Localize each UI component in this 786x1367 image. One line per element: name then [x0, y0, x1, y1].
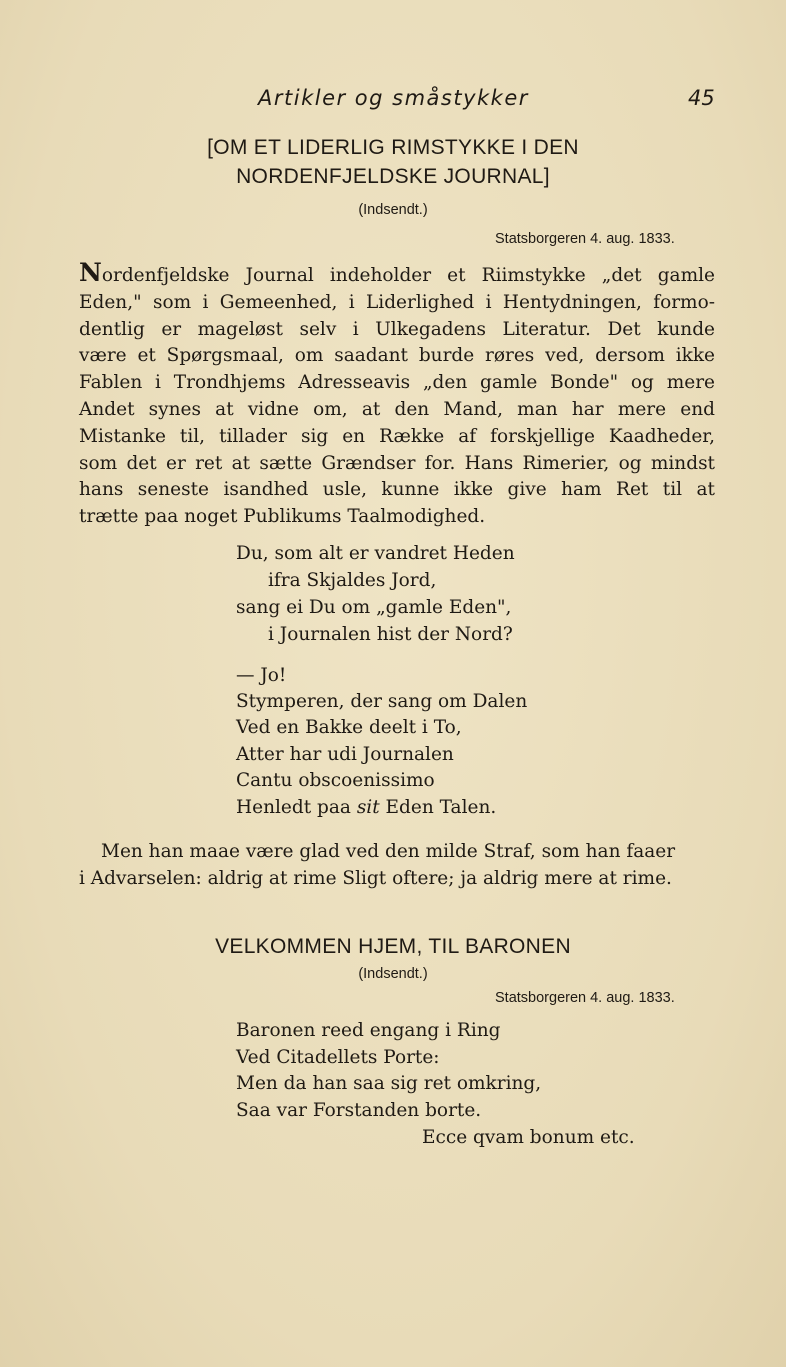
verse2-line: Cantu obscoenissimo [236, 770, 435, 791]
verse2-line: Stymperen, der sang om Dalen [236, 691, 528, 712]
italic-word: sit [356, 797, 380, 818]
verse1-line: i Journalen hist der Nord? [268, 624, 513, 645]
verse1-line: Du, som alt er vandret Heden [236, 543, 515, 564]
article1-closing [79, 865, 715, 892]
body-line: dentlig er mageløst selv i Ulkegadens Literatur. Det kunde [79, 318, 715, 340]
body-line: trætte paa noget Publikums Taalmodighed. [79, 506, 486, 528]
body-line: være et Spørgsmaal, om saadant burde røres ved, dersom ikke [79, 345, 715, 367]
verse2-line: Ved en Bakke deelt i To, [236, 717, 462, 738]
body-line: Nordenfjeldske Journal indeholder et Riimstykke „det gamle [79, 258, 715, 287]
body-line: Mistanke til, tillader sig en Række af forskjellige Kaadheder, [79, 425, 715, 447]
verse1-line: sang ei Du om „gamle Eden", [236, 597, 512, 618]
article2-verse-line: Men da han saa sig ret omkring, [236, 1073, 542, 1094]
article1-closing [101, 838, 721, 865]
article2-title: VELKOMMEN HJEM, TIL BARONEN [215, 935, 571, 958]
article2-verse-line: Ved Citadellets Porte: [236, 1047, 440, 1068]
verse1-line: ifra Skjaldes Jord, [268, 570, 437, 591]
dropcap: N [79, 258, 102, 287]
article1-source: Statsborgeren 4. aug. 1833. [495, 231, 675, 247]
body-line: Fablen i Trondhjems Adresseavis „den gamle Bonde" og mere [79, 372, 715, 394]
body-line: hans seneste isandhed usle, kunne ikke give ham Ret til at [79, 479, 715, 501]
verse2-line: Atter har udi Journalen [236, 744, 454, 765]
body-line: Eden," som i Gemeenhed, i Liderlighed i Hentydningen, formo- [79, 291, 715, 313]
article1-title-line1: [OM ET LIDERLIG RIMSTYKKE I DEN [207, 136, 579, 159]
article1-body [79, 260, 715, 531]
closing-line: Men han maae være glad ved den milde Straf, som han faaer [101, 841, 676, 862]
closing-line: i Advarselen: aldrig at rime Sligt oftere; ja aldrig mere at rime. [79, 868, 672, 889]
article1-title-line2: NORDENFJELDSKE JOURNAL] [236, 165, 550, 188]
article2-verse-line: Baronen reed engang i Ring [236, 1020, 501, 1041]
article2-source: Statsborgeren 4. aug. 1833. [495, 990, 675, 1006]
body-line: som det er ret at sætte Grændser for. Hans Rimerier, og mindst [79, 452, 715, 474]
article2-subtitle: (Indsendt.) [358, 966, 428, 982]
article2-verse-line: Saa var Forstanden borte. [236, 1100, 482, 1121]
running-head: Artikler og småstykker [258, 86, 529, 110]
page-number: 45 [688, 86, 715, 110]
verse2-line: Henledt paa sit Eden Talen. [236, 797, 497, 818]
body-line: Andet synes at vidne om, at den Mand, man har mere end [79, 398, 715, 420]
verse2-line: — Jo! [236, 665, 287, 686]
article2-refrain: Ecce qvam bonum etc. [422, 1127, 635, 1148]
article1-subtitle: (Indsendt.) [358, 202, 428, 218]
